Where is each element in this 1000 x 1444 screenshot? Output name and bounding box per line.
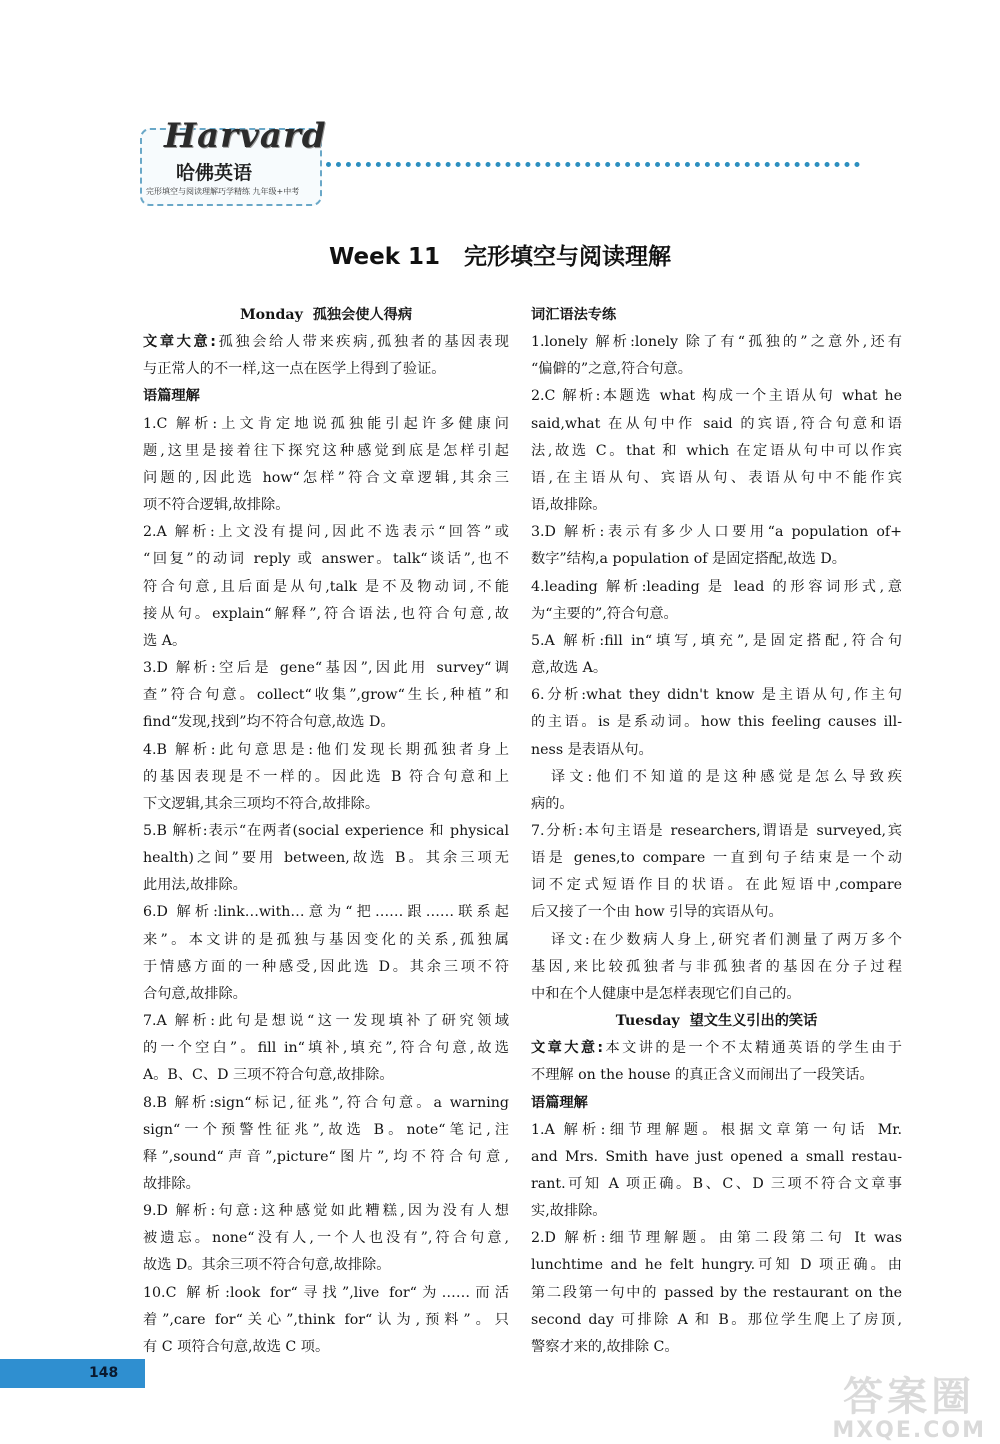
- answer-item: [531, 818, 902, 1008]
- answer-line: 项不符合逻辑,故排除。: [143, 497, 290, 514]
- answer-item: [143, 1090, 509, 1199]
- translation-line: 译文:他们不知道的是这种感觉是怎么导致疾: [551, 768, 902, 785]
- answer-item: [143, 1280, 509, 1361]
- translation-line: 基因,来比较孤独者与非孤独者的基因在分子过程: [531, 958, 902, 975]
- answer-line: lunchtime and he felt hungry.可知 D 项正确。由: [531, 1257, 902, 1274]
- answer-line: 1.A 解析:细节理解题。根据文章第一句话 Mr.: [531, 1121, 902, 1138]
- answer-line: 有 C 项符合句意,故选 C 项。: [143, 1338, 330, 1355]
- tuesday-heading: [531, 1008, 902, 1035]
- answer-line: 4.leading 解析:leading 是 lead 的形容词形式,意: [531, 578, 902, 595]
- answer-line: 5.A 解析:fill in“填写,填充”,是固定搭配,符合句: [531, 632, 902, 649]
- answer-line: 于情感方面的一种感受,因此选 D。其余三项不符: [143, 958, 509, 975]
- answer-item: [531, 1117, 902, 1226]
- answer-line: 意,故选 A。: [531, 660, 608, 677]
- answer-line: 接从句。explain“解释”,符合语法,也符合句意,故: [143, 605, 509, 622]
- answer-item: [143, 1008, 509, 1089]
- answer-line: and Mrs. Smith have just opened a small restau-: [531, 1148, 902, 1165]
- summary-text: 不理解 on the house 的真正含义而闹出了一段笑话。: [531, 1067, 874, 1084]
- answer-line: 合句意,故排除。: [143, 985, 247, 1002]
- answer-item: [531, 329, 902, 383]
- answer-line: 2.D 解析:细节理解题。由第二段第二句 It was: [531, 1230, 902, 1247]
- answer-line: 1.lonely 解析:lonely 除了有“孤独的”之意外,还有: [531, 334, 902, 351]
- logo-subtitle: 完形填空与阅读理解巧学精练 九年级+中考: [146, 187, 300, 196]
- answer-line: “偏僻的”之意,符合句意。: [531, 361, 692, 378]
- answer-line: find“发现,找到”均不符合句意,故选 D。: [143, 714, 395, 731]
- answer-line: 的一个空白”。fill in“填补,填充”,符合句意,故选: [143, 1040, 509, 1057]
- answer-line: 5.B 解析:表示“在两者(social experience 和 physical: [143, 822, 509, 839]
- answer-line: 实,故排除。: [531, 1203, 607, 1220]
- answer-line: 选 A。: [143, 632, 187, 649]
- section-heading: 词汇语法专练: [531, 307, 617, 323]
- monday-title: 孤独会使人得病: [312, 307, 413, 323]
- answer-line: 释”,sound“声音”,picture“图片”,均不符合句意,: [143, 1148, 509, 1165]
- page-number: 148: [0, 1359, 145, 1388]
- answer-line: 此用法,故排除。: [143, 877, 247, 894]
- translation-line: 病的。: [531, 795, 574, 812]
- answer-item: [143, 818, 509, 899]
- answer-line: A。B、C、D 三项不符合句意,故排除。: [143, 1067, 394, 1084]
- answer-line: 6.分析:what they didn't know 是主语从句,作主句: [531, 687, 902, 704]
- answer-line: 2.A 解析:上文没有提问,因此不选表示“回答”或: [143, 524, 509, 541]
- answer-line: 故选 D。其余三项不符合句意,故排除。: [143, 1257, 391, 1274]
- logo-cn-title: 哈佛英语: [176, 162, 253, 184]
- tuesday-summary: [531, 1035, 902, 1089]
- answer-line: 故排除。: [143, 1176, 200, 1192]
- summary-text: 与正常人的不一样,这一点在医学上得到了验证。: [143, 361, 446, 378]
- answer-line: 第二段第一句中的 passed by the restaurant on the: [531, 1284, 902, 1301]
- right-column: [531, 302, 902, 1361]
- answer-line: 语,故排除。: [531, 497, 607, 514]
- header-dotted-line: [326, 162, 860, 167]
- answer-line: 4.B 解析:此句意思是:他们发现长期孤独者身上: [143, 741, 509, 758]
- answer-item: [143, 519, 509, 655]
- answer-item: [531, 628, 902, 682]
- logo-brand: Harvard: [164, 116, 327, 156]
- answer-line: 来”。本文讲的是孤独与基因变化的关系,孤独属: [143, 931, 509, 948]
- watermark-line1: 答案圈: [843, 1374, 976, 1420]
- monday-heading: [143, 302, 509, 329]
- answer-line: 被遗忘。none“没有人,一个人也没有”,符合句意,: [143, 1230, 509, 1247]
- answer-line: 的基因表现是不一样的。因此选 B 符合句意和上: [143, 768, 509, 785]
- left-column: [143, 302, 509, 1361]
- answer-item: [143, 655, 509, 736]
- summary-label: 文章大意:: [531, 1040, 604, 1057]
- answer-item: [531, 1225, 902, 1361]
- watermark: [832, 1376, 986, 1443]
- answer-line: 警察才来的,故排除 C。: [531, 1338, 679, 1355]
- answer-line: 符合句意,且后面是从句,talk 是不及物动词,不能: [143, 578, 509, 595]
- answer-item: [143, 737, 509, 818]
- answer-line: 3.D 解析:表示有多少人口要用“a population of+: [531, 524, 902, 541]
- answer-line: second day 可排除 A 和 B。那位学生爬上了房顶,: [531, 1311, 902, 1328]
- answer-line: 查”符合句意。collect“收集”,grow“生长,种植”和: [143, 687, 509, 704]
- book-logo: [140, 116, 327, 206]
- answer-line: 2.C 解析:本题选 what 构成一个主语从句 what he: [531, 388, 902, 405]
- answer-line: 问题的,因此选 how“怎样”符合文章逻辑,其余三: [143, 469, 509, 486]
- answer-line: 着”,care for“关心”,think for“认为,预料”。只: [143, 1311, 509, 1328]
- answer-line: 题,这里是接着往下探究这种感觉到底是怎样引起: [143, 442, 509, 459]
- answer-line: 8.B 解析:sign“标记,征兆”,符合句意。a warning: [143, 1094, 509, 1111]
- page-title: Week 11 完形填空与阅读理解: [328, 244, 672, 270]
- answer-line: rant.可知 A 项正确。B、C、D 三项不符合文章事: [531, 1176, 902, 1192]
- summary-text: 本文讲的是一个不太精通英语的学生由于: [603, 1040, 902, 1057]
- answer-line: 语,在主语从句、宾语从句、表语从句中不能作宾: [531, 469, 902, 486]
- answer-item: [531, 519, 902, 573]
- summary-text: 孤独会给人带来疾病,孤独者的基因表现: [215, 334, 509, 351]
- answer-line: 的主语。is 是系动词。how this feeling causes ill-: [531, 714, 902, 731]
- answer-line: 下文逻辑,其余三项均不符合,故排除。: [143, 795, 380, 812]
- answer-line: said,what 在从句中作 said 的宾语,符合句意和语: [531, 415, 902, 432]
- answer-item: [531, 574, 902, 628]
- answer-line: 后又接了一个由 how 引导的宾语从句。: [531, 904, 783, 921]
- answer-line: “回复”的动词 reply 或 answer。talk“谈话”,也不: [143, 551, 509, 568]
- answer-line: ness 是表语从句。: [531, 741, 653, 758]
- answer-item: [531, 383, 902, 519]
- monday-day: Monday: [239, 307, 303, 323]
- answer-line: 7.分析:本句主语是 researchers,谓语是 surveyed,宾: [531, 822, 902, 839]
- tuesday-day: Tuesday: [615, 1013, 680, 1030]
- answer-line: 词不定式短语作目的状语。在此短语中,compare: [531, 877, 902, 894]
- answer-item: [143, 1198, 509, 1279]
- answer-line: 为“主要的”,符合句意。: [531, 605, 678, 622]
- watermark-line2: MXQE.COM: [832, 1418, 986, 1443]
- answer-line: 数字”结构,a population of 是固定搭配,故选 D。: [531, 551, 846, 568]
- translation-line: 译文:在少数病人身上,研究者们测量了两万多个: [551, 931, 902, 948]
- answer-item: [143, 899, 509, 1008]
- monday-summary: [143, 329, 509, 383]
- section-heading: 语篇理解: [531, 1094, 588, 1111]
- answer-line: 6.D 解析:link…with…意为“把……跟……联系起: [143, 904, 509, 921]
- answer-line: sign“一个预警性征兆”,故选 B。note“笔记,注: [143, 1121, 509, 1138]
- answer-line: 法,故选 C。that 和 which 在定语从句中可以作宾: [531, 442, 902, 459]
- answer-line: 7.A 解析:此句是想说“这一发现填补了研究领域: [143, 1013, 509, 1030]
- answer-line: 9.D 解析:句意:这种感觉如此糟糕,因为没有人想: [143, 1203, 509, 1220]
- section-heading: 语篇理解: [143, 388, 200, 405]
- answer-line: 3.D 解析:空后是 gene“基因”,因此用 survey“调: [143, 660, 509, 677]
- answer-line: 10.C 解析:look for“寻找”,live for“为……而活: [143, 1284, 509, 1301]
- tuesday-title: 望文生义引出的笑话: [689, 1013, 818, 1030]
- answer-line: 1.C 解析:上文肯定地说孤独能引起许多健康问: [143, 415, 509, 432]
- answer-item: [531, 682, 902, 818]
- translation-line: 中和在个人健康中是怎样表现它们自己的。: [531, 985, 801, 1002]
- summary-label: 文章大意:: [143, 334, 216, 351]
- answer-item: [143, 411, 509, 520]
- answer-line: 语是 genes,to compare 一直到句子结束是一个动: [531, 850, 902, 867]
- answer-line: health)之间”要用 between,故选 B。其余三项无: [143, 850, 509, 867]
